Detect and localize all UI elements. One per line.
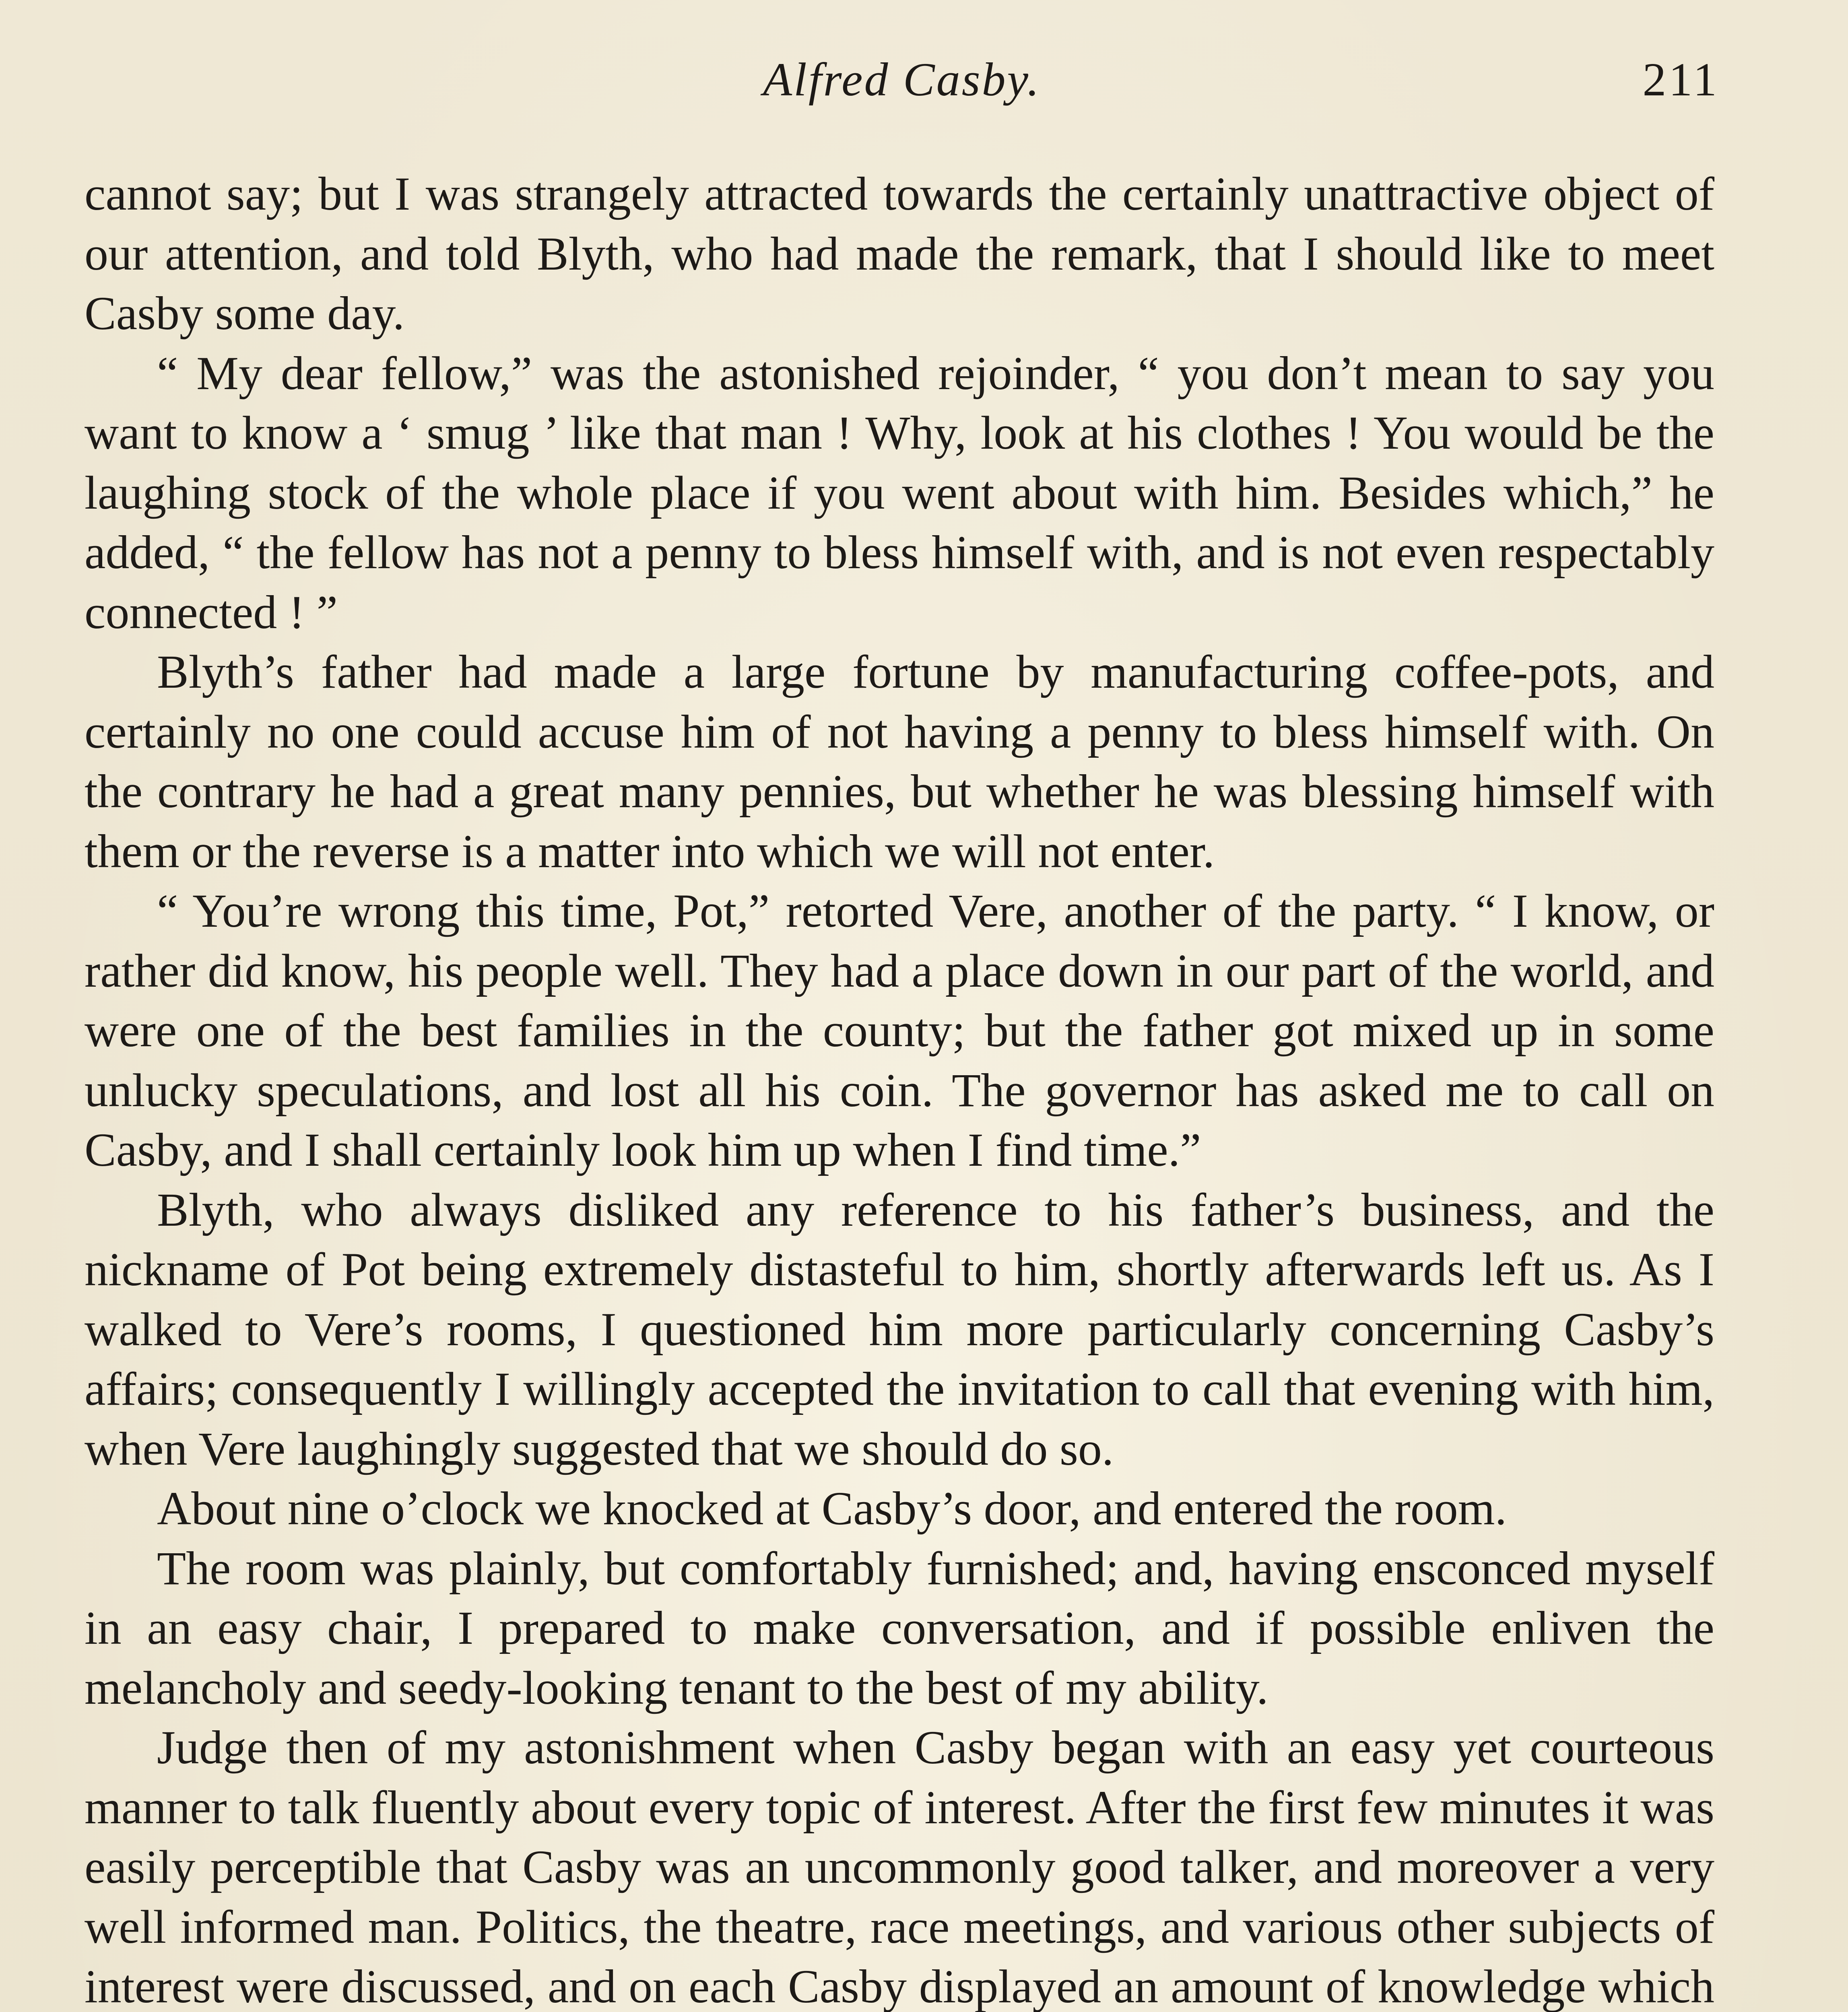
running-head — [85, 52, 1719, 117]
body-text — [85, 164, 1714, 2012]
paragraph-1: cannot say; but I was strangely attracted towards the certainly unattractive object of our attention, and told Blyth, who had made the remark, that I should like to meet Casby some day. — [85, 167, 1714, 340]
paragraph-7: The room was plainly, but comfortably furnished; and, having ensconced myself in an easy chair, I prepared to make conversation, and if possible enliven the melancholy and seedy-looking tenant to the best of my ability. — [85, 1542, 1714, 1714]
running-title: Alfred Casby. — [763, 53, 1041, 106]
paragraph-8: Judge then of my astonishment when Casby began with an easy yet courteous manner to talk fluently about every topic of interest. After the first few minutes it was easily perceptible that Casby was an uncommonly good talker, and moreover a very well informed man. Politics, the theatre, race meetings, and various other subjects of interest were discussed, and on each Casby displayed an amount of knowledge which — [85, 1721, 1714, 2012]
paragraph-2: “ My dear fellow,” was the astonished rejoinder, “ you don’t mean to say you want to know a ‘ smug ’ like that man ! Why, look at his clothes ! You would be the laughing stock of the whole place if you went about with him. Besides which,” he added, “ the fellow has not a penny to bless himself with, and is not even respectably connected ! ” — [85, 346, 1714, 639]
paragraph-5: Blyth, who always disliked any reference to his father’s business, and the nickname of Pot being extremely distasteful to him, shortly afterwards left us. As I walked to Vere’s rooms, I questioned him more particularly concerning Casby’s affairs; consequently I willingly accepted the invitation to call that evening with him, when Vere laughingly suggested that we should do so. — [85, 1183, 1714, 1475]
paragraph-4: “ You’re wrong this time, Pot,” retorted Vere, another of the party. “ I know, or rather did know, his people well. They had a place down in our part of the world, and were one of the best families in the county; but the father got mixed up in some unlucky speculations, and lost all his coin. The governor has asked me to call on Casby, and I shall certainly look him up when I find time.” — [85, 884, 1714, 1176]
page-number: 211 — [1642, 53, 1719, 106]
paragraph-6: About nine o’clock we knocked at Casby’s door, and entered the room. — [157, 1482, 1507, 1535]
paragraph-3: Blyth’s father had made a large fortune by manufacturing coffee-pots, and certainly no one could accuse him of not having a penny to bless himself with. On the contrary he had a great many pennies, but whether he was blessing himself with them or the reverse is a matter into which we will not enter. — [85, 645, 1714, 878]
